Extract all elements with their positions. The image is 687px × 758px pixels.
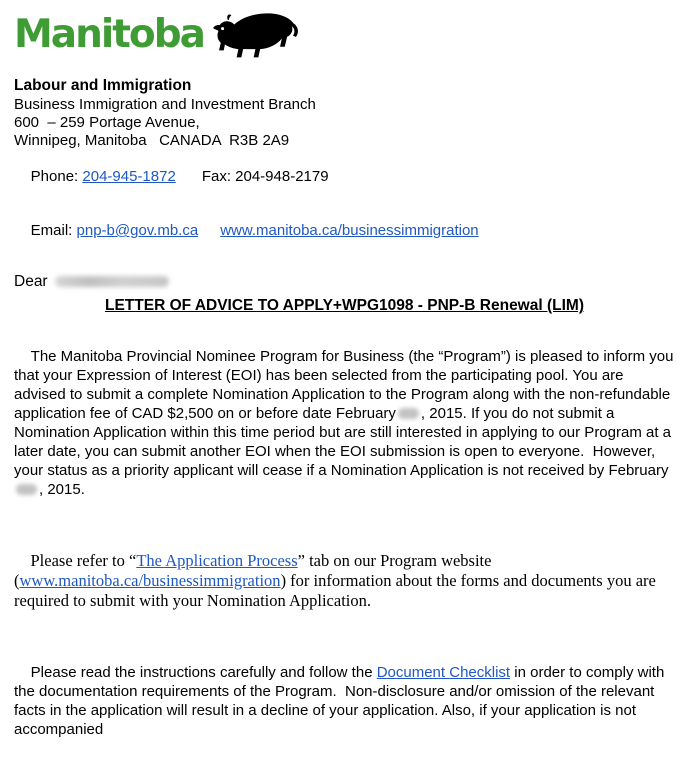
manitoba-wordmark: Manitoba [14,12,204,57]
letter-title: LETTER OF ADVICE TO APPLY+WPG1098 - PNP-B Renewal (LIM) [104,297,584,314]
address-street: 600 – 259 Portage Avenue, [14,114,200,131]
application-process-link[interactable]: The Application Process [136,551,298,570]
redacted-recipient-name [55,276,169,287]
address-city: Winnipeg, Manitoba CANADA R3B 2A9 [14,132,290,149]
branch-name: Business Immigration and Investment Branch [14,96,316,113]
paragraph-2-text-b: ” tab on our Program website ( [14,551,496,590]
program-website-link[interactable]: www.manitoba.ca/businessimmigration [19,571,281,590]
email-web-line [14,204,675,258]
department-name: Labour and Immigration [14,77,192,94]
paragraph-1-text-b: , 2015. If you do not submit a Nomination Application within this time period but are still interested in applying to our Program at a later date, you can submit another EOI when the EOI submission is open to everyone. However, your status as a priority applicant will cease if a Nomination Application is not received by February [14,405,676,479]
paragraph-2-text-c: ) for information about the forms and documents you are required to submit with your Nomination Application. [14,571,660,610]
salutation-line [14,272,675,291]
redacted-date-1 [398,408,419,419]
paragraph-2-text-a: Please refer to “ [30,551,137,570]
paragraph-1 [14,328,676,518]
paragraph-3-text-a: Please read the instructions carefully and follow the [30,664,377,681]
paragraph-3 [14,644,676,758]
paragraph-1-text-c: , 2015. [39,481,85,498]
fax-text: Fax: 204-948-2179 [201,168,329,185]
redacted-date-2 [16,484,37,495]
document-checklist-link[interactable]: Document Checklist [376,664,511,681]
phone-label: Phone: [30,168,83,185]
phone-fax-line [14,150,675,204]
website-link[interactable]: www.manitoba.ca/businessimmigration [220,222,479,239]
salutation-text: Dear [14,273,48,290]
bison-icon [212,12,300,64]
manitoba-logo [14,8,675,66]
email-label: Email: [30,222,77,239]
paragraph-2 [14,531,674,631]
paragraph-3-text-b: in order to comply with the documentation requirements of the Program. Non-disclosure and/or omission of the relevant facts in the application will result in a decline of your application. Also, if your application is not accompanied [14,664,669,738]
paragraph-1-text-a: The Manitoba Provincial Nominee Program for Business (the “Program”) is pleased to inform you that your Expression of Interest (EOI) has been selected from the participating pool. You are advised to submit a complete Nomination Application to the Program along with the non-refundable application fee of CAD $2,500 on or before date February [14,348,678,422]
phone-link[interactable]: 204-945-1872 [82,168,176,185]
email-link[interactable]: pnp-b@gov.mb.ca [76,222,199,239]
